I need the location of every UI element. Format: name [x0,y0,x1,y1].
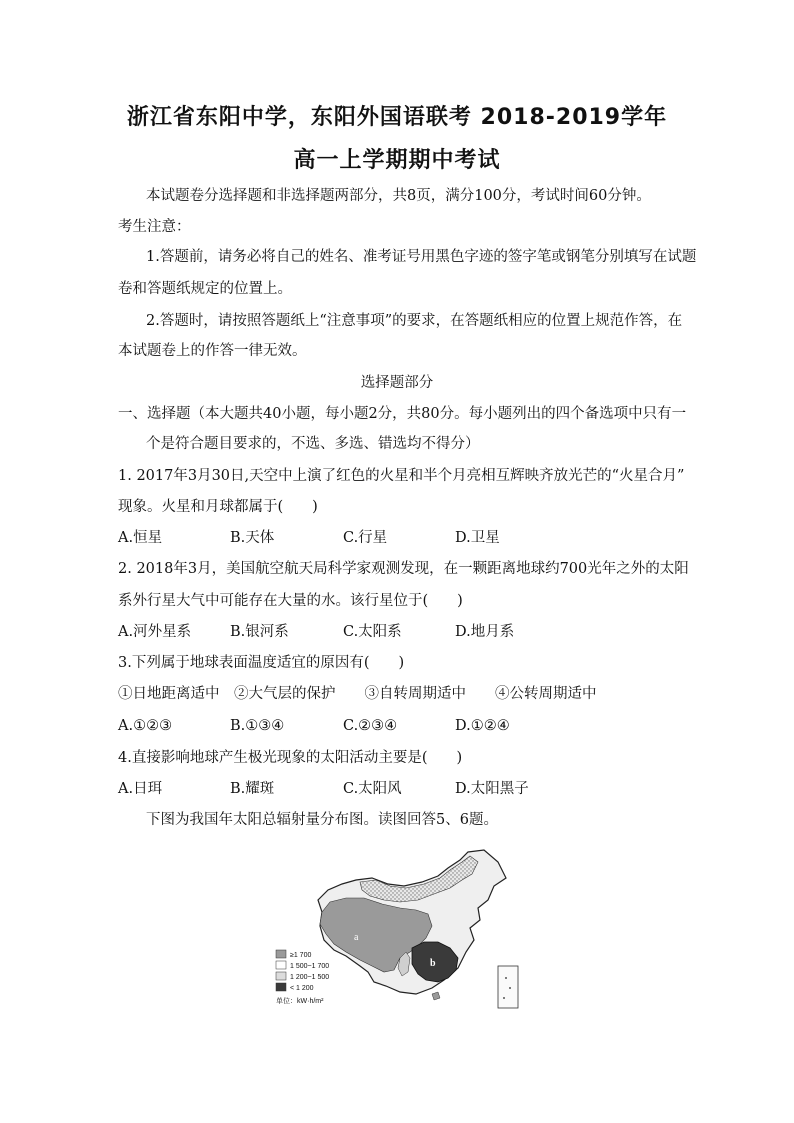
question-2-option-a: A.河外星系 [118,624,192,640]
section-heading: 选择题部分 [360,375,434,391]
question-3-option-a: A.①②③ [118,718,173,734]
legend-label-3: 1 200~1 500 [290,974,330,981]
note-2-line-1: 2.答题时，请按照答题纸上“注意事项”的要求，在答题纸相应的位置上规范作答，在 [146,313,683,329]
question-4-option-b: B.耀斑 [230,781,275,797]
question-1-option-d: D.卫星 [455,530,500,546]
legend-label-1: ≥1 700 [290,952,312,959]
exam-title-line2: 高一上学期期中考试 [293,148,501,173]
figure-intro: 下图为我国年太阳总辐射量分布图。读图回答5、6题。 [146,812,498,828]
legend-label-2: 1 500~1 700 [290,963,330,970]
intro-text: 本试题卷分选择题和非选择题两部分，共8页，满分100分，考试时间60分钟。 [146,188,651,204]
question-2-option-b: B.银河系 [230,624,289,640]
map-hainan-island [432,992,440,1000]
map-south-sea-inset [498,966,518,1008]
legend-unit: 单位：kW·h/m² [276,998,324,1005]
note-1-line-1: 1.答题前，请务必将自己的姓名、准考证号用黑色字迹的签字笔或钢笔分别填写在试题 [146,249,697,265]
question-2-option-c: C.太阳系 [343,624,402,640]
question-1-stem-line-1: 1. 2017年3月30日,天空中上演了红色的火星和半个月亮相互辉映齐放光芒的“火星合月” [118,468,685,484]
legend-label-4: < 1 200 [290,985,314,992]
question-2-option-d: D.地月系 [455,624,515,640]
china-solar-radiation-map [272,848,534,1016]
question-1-option-b: B.天体 [230,530,275,546]
question-1-option-c: C.行星 [343,530,388,546]
solar-radiation-map-figure [272,848,534,1016]
question-3-option-b: B.①③④ [230,718,285,734]
map-legend [276,950,329,1005]
part1-instructions-line-1: 一、选择题（本大题共40小题，每小题2分，共80分。每小题列出的四个备选项中只有一 [118,406,687,422]
question-3-option-c: C.②③④ [343,718,398,734]
part1-instructions-line-2: 个是符合题目要求的，不选、多选、错选均不得分） [146,436,480,452]
question-1-option-a: A.恒星 [118,530,163,546]
map-label-b: b [430,958,436,969]
note-2-line-2: 本试题卷上的作答一律无效。 [118,343,307,359]
question-1-stem-line-2: 现象。火星和月球都属于( ) [118,499,318,515]
question-3-option-d: D.①②④ [455,718,510,734]
exam-title-line1: 浙江省东阳中学，东阳外国语联考 2018-2019学年 [126,105,668,130]
question-3-stem: 3.下列属于地球表面温度适宜的原因有( ) [118,655,405,671]
map-label-a: a [354,932,359,943]
question-3-statements: ①日地距离适中 ②大气层的保护 ③自转周期适中 ④公转周期适中 [118,686,597,702]
question-4-stem: 4.直接影响地球产生极光现象的太阳活动主要是( ) [118,750,463,766]
notice-heading: 考生注意： [118,219,191,235]
note-1-line-2: 卷和答题纸规定的位置上。 [118,281,292,297]
question-2-stem-line-2: 系外行星大气中可能存在大量的水。该行星位于( ) [118,593,463,609]
question-4-option-a: A.日珥 [118,781,163,797]
question-2-stem-line-1: 2. 2018年3月，美国航空航天局科学家观测发现，在一颗距离地球约700光年之外的太阳 [118,561,689,577]
question-4-option-c: C.太阳风 [343,781,402,797]
question-4-option-d: D.太阳黑子 [455,781,529,797]
